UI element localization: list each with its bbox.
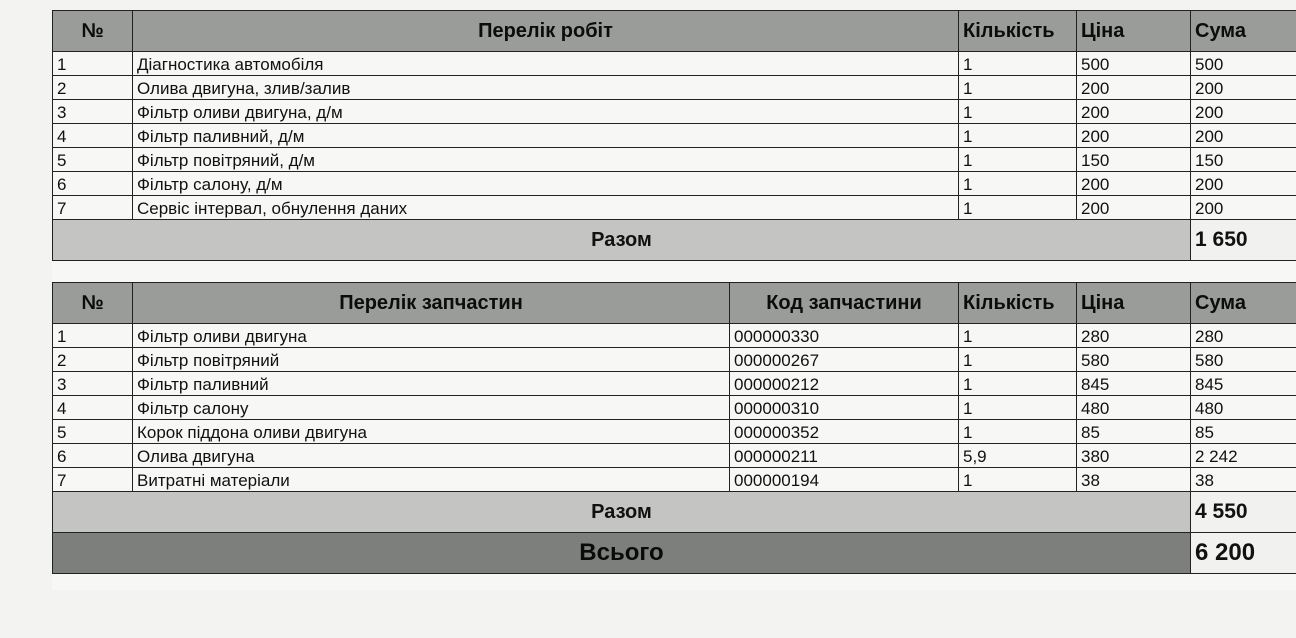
works-cell-qty: 1 [959, 52, 1077, 76]
works-cell-sum: 200 [1191, 76, 1296, 100]
works-header-price: Ціна [1077, 11, 1191, 52]
works-cell-qty: 1 [959, 124, 1077, 148]
parts-cell-price: 280 [1077, 324, 1191, 348]
parts-cell-price: 38 [1077, 468, 1191, 492]
parts-cell-price: 480 [1077, 396, 1191, 420]
parts-subtotal-value: 4 550 [1191, 492, 1296, 533]
parts-cell-code: 000000352 [730, 420, 959, 444]
works-header-name: Перелік робіт [133, 11, 959, 52]
parts-cell-qty: 1 [959, 372, 1077, 396]
parts-rows [53, 324, 1296, 492]
parts-cell-price: 85 [1077, 420, 1191, 444]
grand-total-label: Всього [53, 533, 1191, 574]
works-cell-name: Діагностика автомобіля [133, 52, 959, 76]
parts-cell-name: Фільтр паливний [133, 372, 730, 396]
works-table-row [53, 124, 1296, 148]
parts-cell-price: 580 [1077, 348, 1191, 372]
parts-table-row [53, 372, 1296, 396]
parts-cell-sum: 38 [1191, 468, 1296, 492]
works-cell-sum: 200 [1191, 172, 1296, 196]
parts-header-price: Ціна [1077, 283, 1191, 324]
works-cell-qty: 1 [959, 172, 1077, 196]
parts-table-row [53, 348, 1296, 372]
works-header-sum: Сума [1191, 11, 1296, 52]
parts-cell-qty: 1 [959, 420, 1077, 444]
parts-cell-name: Олива двигуна [133, 444, 730, 468]
parts-table-row [53, 324, 1296, 348]
parts-header-qty: Кількість [959, 283, 1077, 324]
parts-table-row [53, 396, 1296, 420]
parts-cell-name: Корок піддона оливи двигуна [133, 420, 730, 444]
grand-total-value: 6 200 [1191, 533, 1296, 574]
works-cell-name: Фільтр паливний, д/м [133, 124, 959, 148]
parts-cell-code: 000000212 [730, 372, 959, 396]
parts-cell-code: 000000267 [730, 348, 959, 372]
works-cell-price: 200 [1077, 124, 1191, 148]
parts-subtotal-row [53, 492, 1296, 533]
parts-cell-code: 000000330 [730, 324, 959, 348]
works-table-row [53, 196, 1296, 220]
works-table-row [53, 148, 1296, 172]
works-subtotal-value: 1 650 [1191, 220, 1296, 261]
parts-cell-sum: 85 [1191, 420, 1296, 444]
parts-subtotal-label: Разом [53, 492, 1191, 533]
works-cell-qty: 1 [959, 100, 1077, 124]
parts-cell-num: 3 [53, 372, 133, 396]
works-cell-price: 500 [1077, 52, 1191, 76]
works-cell-num: 2 [53, 76, 133, 100]
parts-cell-code: 000000310 [730, 396, 959, 420]
parts-header-row [53, 283, 1296, 324]
works-table-row [53, 76, 1296, 100]
parts-cell-name: Фільтр оливи двигуна [133, 324, 730, 348]
works-cell-sum: 150 [1191, 148, 1296, 172]
works-header-row [53, 11, 1296, 52]
parts-cell-price: 845 [1077, 372, 1191, 396]
parts-table-row [53, 420, 1296, 444]
parts-header-num: № [53, 283, 133, 324]
works-cell-sum: 200 [1191, 100, 1296, 124]
works-rows [53, 52, 1296, 220]
works-cell-num: 3 [53, 100, 133, 124]
works-table-row [53, 100, 1296, 124]
works-cell-sum: 500 [1191, 52, 1296, 76]
works-cell-price: 200 [1077, 172, 1191, 196]
parts-cell-num: 6 [53, 444, 133, 468]
works-cell-qty: 1 [959, 196, 1077, 220]
parts-cell-qty: 1 [959, 348, 1077, 372]
parts-cell-num: 1 [53, 324, 133, 348]
works-table-row [53, 52, 1296, 76]
works-cell-sum: 200 [1191, 124, 1296, 148]
works-table [52, 10, 1296, 261]
parts-cell-code: 000000211 [730, 444, 959, 468]
works-cell-num: 5 [53, 148, 133, 172]
parts-cell-qty: 1 [959, 396, 1077, 420]
works-cell-num: 6 [53, 172, 133, 196]
parts-cell-num: 5 [53, 420, 133, 444]
parts-cell-code: 000000194 [730, 468, 959, 492]
parts-cell-num: 7 [53, 468, 133, 492]
works-table-row [53, 172, 1296, 196]
parts-cell-sum: 280 [1191, 324, 1296, 348]
works-cell-num: 1 [53, 52, 133, 76]
parts-cell-sum: 845 [1191, 372, 1296, 396]
parts-cell-name: Витратні матеріали [133, 468, 730, 492]
parts-header-code: Код запчастини [730, 283, 959, 324]
works-cell-name: Сервіс інтервал, обнулення даних [133, 196, 959, 220]
works-cell-name: Фільтр повітряний, д/м [133, 148, 959, 172]
works-cell-qty: 1 [959, 148, 1077, 172]
parts-table-row [53, 444, 1296, 468]
invoice-sheet [52, 10, 1296, 590]
works-cell-qty: 1 [959, 76, 1077, 100]
works-cell-num: 7 [53, 196, 133, 220]
parts-cell-sum: 580 [1191, 348, 1296, 372]
parts-cell-qty: 1 [959, 468, 1077, 492]
works-cell-sum: 200 [1191, 196, 1296, 220]
works-cell-num: 4 [53, 124, 133, 148]
parts-header-name: Перелік запчастин [133, 283, 730, 324]
works-cell-price: 150 [1077, 148, 1191, 172]
grand-total-row [53, 533, 1296, 574]
works-cell-price: 200 [1077, 76, 1191, 100]
parts-cell-name: Фільтр повітряний [133, 348, 730, 372]
parts-cell-qty: 5,9 [959, 444, 1077, 468]
parts-table-row [53, 468, 1296, 492]
works-cell-price: 200 [1077, 196, 1191, 220]
parts-table [52, 282, 1296, 574]
parts-header-sum: Сума [1191, 283, 1296, 324]
parts-cell-sum: 480 [1191, 396, 1296, 420]
parts-cell-qty: 1 [959, 324, 1077, 348]
works-cell-name: Олива двигуна, злив/залив [133, 76, 959, 100]
parts-cell-sum: 2 242 [1191, 444, 1296, 468]
parts-cell-price: 380 [1077, 444, 1191, 468]
parts-cell-num: 2 [53, 348, 133, 372]
works-cell-name: Фільтр оливи двигуна, д/м [133, 100, 959, 124]
works-cell-name: Фільтр салону, д/м [133, 172, 959, 196]
works-cell-price: 200 [1077, 100, 1191, 124]
parts-cell-name: Фільтр салону [133, 396, 730, 420]
works-subtotal-row [53, 220, 1296, 261]
works-subtotal-label: Разом [53, 220, 1191, 261]
parts-cell-num: 4 [53, 396, 133, 420]
works-header-qty: Кількість [959, 11, 1077, 52]
works-header-num: № [53, 11, 133, 52]
